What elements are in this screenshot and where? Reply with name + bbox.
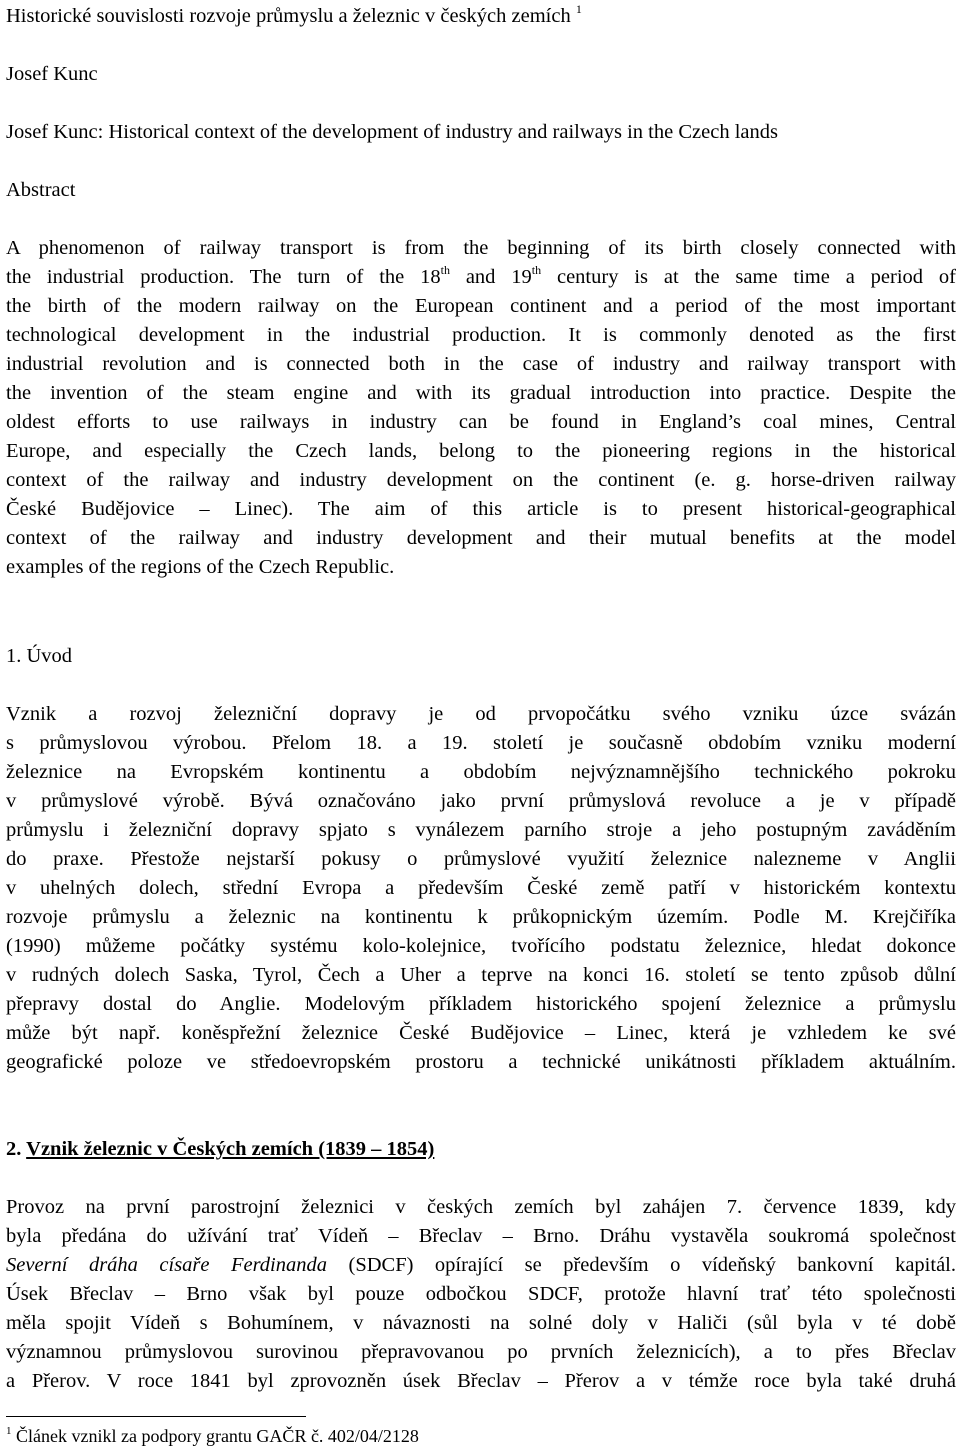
english-title: Josef Kunc: Historical context of the development of industry and railways in the Czech lands bbox=[6, 121, 778, 143]
body-line: do praxe. Přestože nejstarší pokusy o průmyslové využití železnice nalezneme v Anglii bbox=[6, 848, 956, 870]
body-line: s průmyslovou výrobou. Přelom 18. a 19. století je současně obdobím vzniku moderní bbox=[6, 732, 956, 754]
body-line: významnou průmyslovou surovinou přepravovanou po prvních železnicích), a to přes Břeclav bbox=[6, 1341, 956, 1363]
section-2-number: 2. bbox=[6, 1138, 22, 1160]
document-title bbox=[6, 2, 582, 28]
company-name: Severní dráha císaře Ferdinanda bbox=[6, 1254, 328, 1276]
body-line: rozvoje průmyslu a železnic na kontinentu k průkopnickým územím. Podle M. Krejčiříka bbox=[6, 906, 956, 928]
abstract-line: the invention of the steam engine and with its gradual introduction into practice. Despite the bbox=[6, 382, 956, 404]
section-2-title: Vznik železnic v Českých zemích (1839 – 1854) bbox=[26, 1138, 435, 1160]
abstract-heading: Abstract bbox=[6, 179, 76, 201]
abstract-line: technological development in the industrial production. It is commonly denoted as the first bbox=[6, 324, 956, 346]
abstract-line: the birth of the modern railway on the European continent and a period of the most important bbox=[6, 295, 956, 317]
footnote-mark: 1 bbox=[6, 1425, 12, 1437]
abstract-line: A phenomenon of railway transport is from the beginning of its birth closely connected with bbox=[6, 237, 956, 259]
abstract-line: context of the railway and industry development on the continent (e. g. horse-driven railway bbox=[6, 469, 956, 491]
section-2-heading bbox=[6, 1138, 434, 1161]
body-line: a Přerov. V roce 1841 byl zprovozněn úsek Břeclav – Přerov a v témže roce byla také druhá bbox=[6, 1370, 956, 1392]
abstract-line: Europe, and especially the Czech lands, belong to the pioneering regions in the historical bbox=[6, 440, 956, 462]
body-line: byla předána do užívání trať Vídeň – Břeclav – Brno. Dráhu vystavěla soukromá společnost bbox=[6, 1225, 956, 1247]
body-line: může být např. koněspřežní železnice České Budějovice – Linec, která je vzhledem ke své bbox=[6, 1022, 956, 1044]
footnote bbox=[6, 1426, 419, 1447]
title-text: Historické souvislosti rozvoje průmyslu a železnic v českých zemích bbox=[6, 5, 571, 27]
body-line: v rudných dolech Saska, Tyrol, Čech a Uher a teprve na konci 16. století se tento způsob důlní bbox=[6, 964, 956, 986]
body-line: Severní dráha císaře Ferdinanda (SDCF) opírající se především o vídeňský bankovní kapitál. bbox=[6, 1254, 956, 1276]
abstract-line: examples of the regions of the Czech Republic. bbox=[6, 556, 395, 578]
body-line: průmyslu i železniční dopravy spjato s vynálezem parního stroje a jeho postupným zaváděním bbox=[6, 819, 956, 841]
body-line: (1990) můžeme počátky systému kolo-kolejnice, tvořícího podstatu železnice, hledat dokonce bbox=[6, 935, 956, 957]
abstract-line: context of the railway and industry development and their mutual benefits at the model bbox=[6, 527, 956, 549]
body-line: v uhelných dolech, střední Evropa a především České země patří v historickém kontextu bbox=[6, 877, 956, 899]
footnote-text: Článek vznikl za podpory grantu GAČR č. 402/04/2128 bbox=[16, 1426, 419, 1446]
body-line: železnice na Evropském kontinentu a obdobím nejvýznamnějšího technického pokroku bbox=[6, 761, 956, 783]
abstract-line: the industrial production. The turn of the 18th and 19th century is at the same time a period of bbox=[6, 263, 956, 288]
body-line: Úsek Břeclav – Brno však byl pouze odbočkou SDCF, protože hlavní trať této společnosti bbox=[6, 1283, 956, 1305]
abstract-line: České Budějovice – Linec). The aim of this article is to present historical-geographical bbox=[6, 498, 956, 520]
body-line: měla spojit Vídeň s Bohumínem, v návaznosti na solné doly v Haliči (sůl byla v té době bbox=[6, 1312, 956, 1334]
author-name: Josef Kunc bbox=[6, 63, 98, 85]
body-line: geografické poloze ve středoevropském prostoru a technické unikátnosti příkladem aktuálním. bbox=[6, 1051, 956, 1073]
body-line: v průmyslové výrobě. Bývá označováno jako první průmyslová revoluce a je v případě bbox=[6, 790, 956, 812]
section-1-heading: 1. Úvod bbox=[6, 645, 73, 667]
abstract-line: oldest efforts to use railways in industry can be found in England’s coal mines, Central bbox=[6, 411, 956, 433]
title-footnote-mark: 1 bbox=[575, 2, 582, 16]
body-line: Vznik a rozvoj železniční dopravy je od prvopočátku svého vzniku úzce svázán bbox=[6, 703, 956, 725]
footnote-rule bbox=[6, 1416, 306, 1417]
body-line: Provoz na první parostrojní železnici v českých zemích byl zahájen 7. července 1839, kdy bbox=[6, 1196, 956, 1218]
body-line: přepravy dostal do Anglie. Modelovým příkladem historického spojení železnice a průmyslu bbox=[6, 993, 956, 1015]
abstract-line: industrial revolution and is connected both in the case of industry and railway transport with bbox=[6, 353, 956, 375]
